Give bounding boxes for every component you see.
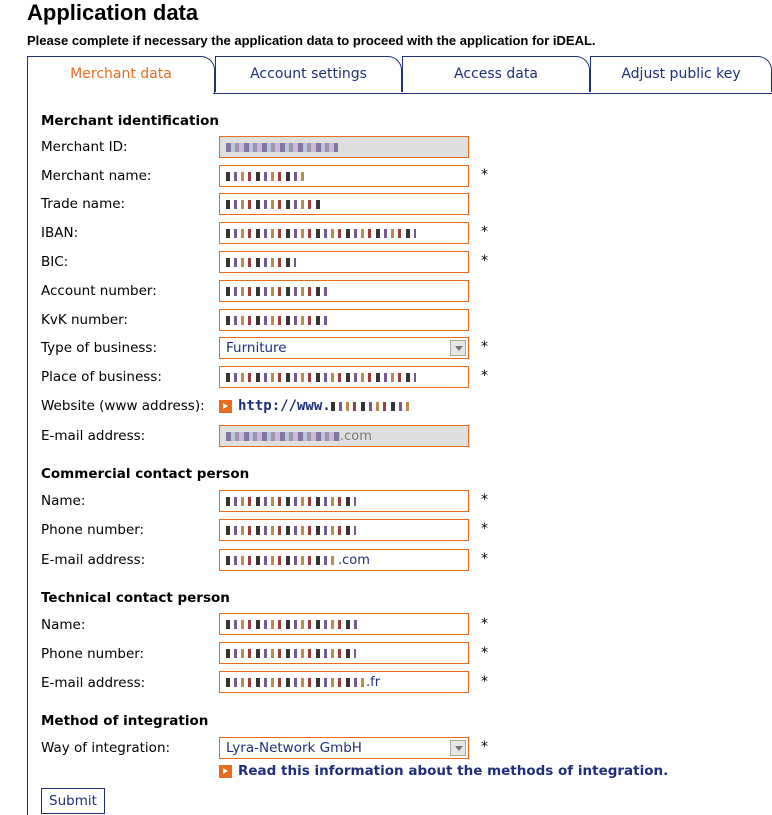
required-marker: * [481, 521, 488, 537]
email-suffix: .com [340, 429, 372, 444]
merchant-name-label: Merchant name: [41, 168, 152, 184]
tab-merchant-data[interactable]: Merchant data [27, 56, 215, 94]
website-value: http://www. [238, 398, 331, 414]
required-marker: * [481, 674, 488, 690]
required-marker: * [481, 339, 488, 355]
bic-label: BIC: [41, 254, 69, 270]
technical-phone-input[interactable] [219, 642, 469, 664]
submit-button[interactable]: Submit [41, 788, 105, 814]
type-of-business-label: Type of business: [41, 340, 157, 356]
tab-bar [27, 56, 772, 94]
way-of-integration-select[interactable] [219, 737, 469, 759]
way-of-integration-value: Lyra-Network GmbH [226, 740, 362, 756]
integration-heading: Method of integration [41, 713, 209, 729]
required-marker: * [481, 167, 488, 183]
page-subtitle: Please complete if necessary the application data to proceed with the application for iDEAL. [27, 33, 596, 48]
commercial-contact-heading: Commercial contact person [41, 466, 250, 482]
page-title: Application data [27, 0, 199, 25]
panel-border [27, 93, 28, 815]
kvk-number-label: KvK number: [41, 312, 128, 328]
tab-access-data[interactable]: Access data [402, 56, 590, 92]
email-field [219, 425, 469, 447]
account-number-input[interactable] [219, 280, 469, 302]
arrow-right-icon [219, 400, 232, 413]
merchant-name-input[interactable] [219, 165, 469, 187]
place-of-business-label: Place of business: [41, 369, 162, 385]
required-marker: * [481, 645, 488, 661]
required-marker: * [481, 551, 488, 567]
integration-info-link[interactable] [219, 763, 668, 779]
required-marker: * [481, 616, 488, 632]
kvk-number-input[interactable] [219, 309, 469, 331]
arrow-right-icon [219, 765, 232, 778]
merchant-identification-heading: Merchant identification [41, 113, 219, 129]
technical-email-label: E-mail address: [41, 675, 146, 691]
bic-input[interactable] [219, 251, 469, 273]
commercial-name-label: Name: [41, 493, 86, 509]
required-marker: * [481, 253, 488, 269]
trade-name-input[interactable] [219, 193, 469, 215]
required-marker: * [481, 368, 488, 384]
technical-contact-heading: Technical contact person [41, 590, 230, 606]
trade-name-label: Trade name: [41, 196, 126, 212]
required-marker: * [481, 739, 488, 755]
commercial-email-suffix: .com [338, 553, 370, 568]
place-of-business-input[interactable] [219, 366, 469, 388]
technical-phone-label: Phone number: [41, 646, 145, 662]
commercial-email-label: E-mail address: [41, 552, 146, 568]
dropdown-arrow-icon[interactable] [450, 740, 466, 756]
commercial-name-input[interactable] [219, 490, 469, 512]
tab-divider [213, 93, 772, 94]
technical-name-label: Name: [41, 617, 86, 633]
way-of-integration-label: Way of integration: [41, 740, 171, 756]
website-label: Website (www address): [41, 398, 205, 414]
type-of-business-select[interactable] [219, 337, 469, 359]
commercial-email-input[interactable] [219, 549, 469, 571]
iban-label: IBAN: [41, 225, 79, 241]
commercial-phone-label: Phone number: [41, 522, 145, 538]
tab-adjust-public-key[interactable]: Adjust public key [590, 56, 772, 92]
technical-name-input[interactable] [219, 613, 469, 635]
tab-account-settings[interactable]: Account settings [215, 56, 402, 92]
commercial-phone-input[interactable] [219, 519, 469, 541]
technical-email-input[interactable] [219, 671, 469, 693]
integration-info-text: Read this information about the methods of integration. [238, 763, 669, 779]
technical-email-suffix: .fr [366, 675, 381, 690]
dropdown-arrow-icon[interactable] [450, 340, 466, 356]
merchant-id-label: Merchant ID: [41, 139, 128, 155]
account-number-label: Account number: [41, 283, 157, 299]
merchant-id-field [219, 136, 469, 158]
iban-input[interactable] [219, 222, 469, 244]
type-of-business-value: Furniture [226, 340, 287, 356]
required-marker: * [481, 492, 488, 508]
email-label: E-mail address: [41, 428, 146, 444]
website-link[interactable] [219, 398, 413, 414]
required-marker: * [481, 224, 488, 240]
